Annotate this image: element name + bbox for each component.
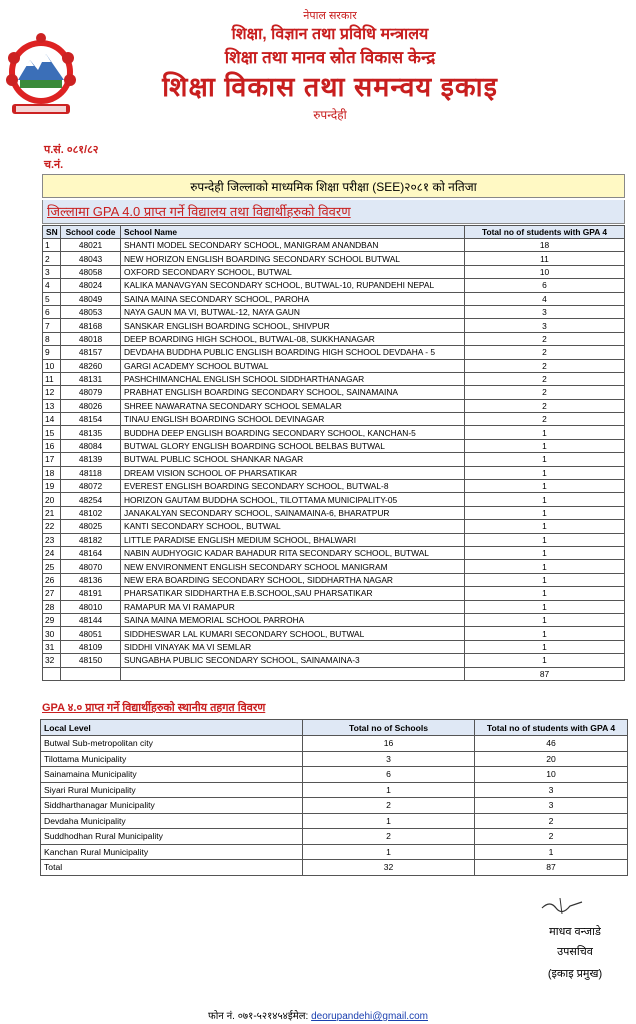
schools-count-cell: 2: [303, 798, 475, 814]
school-name-cell: EVEREST ENGLISH BOARDING SECONDARY SCHOOL, BUTWAL-8: [121, 480, 465, 493]
school-code-cell: 48139: [61, 453, 121, 466]
school-name-cell: SUNGABHA PUBLIC SECONDARY SCHOOL, SAINAMAINA-3: [121, 654, 465, 667]
table-row: [43, 265, 625, 278]
sn-cell: 17: [43, 453, 61, 466]
school-code-cell: 48070: [61, 560, 121, 573]
total-row: [43, 667, 625, 680]
school-name-cell: NAYA GAUN MA VI, BUTWAL-12, NAYA GAUN: [121, 305, 465, 318]
gpa4-count-cell: 1: [465, 439, 625, 452]
sn-cell: 29: [43, 613, 61, 626]
table-row: [43, 292, 625, 305]
school-code-cell: 48150: [61, 654, 121, 667]
students-count-cell: 2: [475, 813, 628, 829]
local-level-cell: Total: [41, 860, 303, 876]
sn-cell: 11: [43, 372, 61, 385]
local-level-table: [40, 719, 628, 876]
table-row: [43, 560, 625, 573]
gpa4-count-cell: 1: [465, 466, 625, 479]
gpa4-count-cell: 2: [465, 359, 625, 372]
local-level-cell: Butwal Sub-metropolitan city: [41, 736, 303, 752]
school-name-cell: GARGI ACADEMY SCHOOL BUTWAL: [121, 359, 465, 372]
table-row: [41, 751, 628, 767]
table-row: [43, 239, 625, 252]
table-row: [43, 372, 625, 385]
school-code-cell: 48164: [61, 546, 121, 559]
table-row: [43, 359, 625, 372]
table-header-row: [43, 226, 625, 239]
school-code-cell: 48154: [61, 413, 121, 426]
local-section-title: GPA ४.० प्राप्त गर्ने विद्यार्थीहरुको स्थानीय तहगत विवरण: [42, 702, 266, 714]
schools-section-title: जिल्लामा GPA 4.0 प्राप्त गर्ने विद्यालय तथा विद्यार्थीहरुको विवरण: [42, 200, 625, 224]
school-code-cell: 48021: [61, 239, 121, 252]
students-count-cell: 3: [475, 798, 628, 814]
table-row: [43, 480, 625, 493]
schools-table: [42, 225, 625, 681]
gpa4-count-cell: 1: [465, 573, 625, 586]
table-header-row: [41, 720, 628, 736]
students-count-cell: 46: [475, 736, 628, 752]
school-code-cell: 48024: [61, 279, 121, 292]
gpa4-count-cell: 3: [465, 305, 625, 318]
col-school-name: School Name: [121, 226, 465, 239]
school-code-cell: 48168: [61, 319, 121, 332]
school-name-cell: SANSKAR ENGLISH BOARDING SCHOOL, SHIVPUR: [121, 319, 465, 332]
table-row: [43, 305, 625, 318]
table-row: [41, 813, 628, 829]
center-title: शिक्षा तथा मानव स्रोत विकास केन्द्र: [224, 48, 436, 67]
school-name-cell: OXFORD SECONDARY SCHOOL, BUTWAL: [121, 265, 465, 278]
table-row: [43, 426, 625, 439]
school-code-cell: 48182: [61, 533, 121, 546]
table-row: [41, 798, 628, 814]
sn-cell: 24: [43, 546, 61, 559]
sn-cell: 9: [43, 346, 61, 359]
table-row: [43, 546, 625, 559]
table-row: [43, 506, 625, 519]
table-row: [41, 844, 628, 860]
table-row: [43, 587, 625, 600]
school-code-cell: 48084: [61, 439, 121, 452]
gpa4-count-cell: 1: [465, 613, 625, 626]
school-name-cell: DREAM VISION SCHOOL OF PHARSATIKAR: [121, 466, 465, 479]
government-label: नेपाल सरकार: [303, 10, 357, 22]
school-name-cell: KALIKA MANAVGYAN SECONDARY SCHOOL, BUTWAL-10, RUPANDEHI NEPAL: [121, 279, 465, 292]
school-code-cell: 48072: [61, 480, 121, 493]
school-name-cell: DEEP BOARDING HIGH SCHOOL, BUTWAL-08, SUKKHANAGAR: [121, 332, 465, 345]
col-sn: SN: [43, 226, 61, 239]
signatory-name: माधव वन्जाडे: [549, 926, 601, 938]
local-level-cell: Siyari Rural Municipality: [41, 782, 303, 798]
gpa4-count-cell: 1: [465, 600, 625, 613]
gpa4-count-cell: 2: [465, 413, 625, 426]
school-code-cell: 48079: [61, 386, 121, 399]
signature-mark: [540, 896, 584, 916]
school-name-cell: RAMAPUR MA VI RAMAPUR: [121, 600, 465, 613]
students-count-cell: 3: [475, 782, 628, 798]
nepal-emblem-logo: [4, 28, 78, 120]
school-code-cell: 48260: [61, 359, 121, 372]
schools-count-cell: 1: [303, 844, 475, 860]
sn-cell: 6: [43, 305, 61, 318]
school-name-cell: SIDDHESWAR LAL KUMARI SECONDARY SCHOOL, BUTWAL: [121, 627, 465, 640]
school-name-cell: SIDDHI VINAYAK MA VI SEMLAR: [121, 640, 465, 653]
gpa4-count-cell: 1: [465, 560, 625, 573]
empty-cell: [43, 667, 61, 680]
schools-count-cell: 16: [303, 736, 475, 752]
sn-cell: 16: [43, 439, 61, 452]
col-total-students: Total no of students with GPA 4: [475, 720, 628, 736]
footer-phone: फोन नं. ०७१-५२१४५४ईमेल:: [208, 1011, 312, 1022]
sn-cell: 18: [43, 466, 61, 479]
gpa4-count-cell: 1: [465, 506, 625, 519]
gpa4-count-cell: 2: [465, 332, 625, 345]
local-level-cell: Tilottama Municipality: [41, 751, 303, 767]
district-name: रुपन्देही: [313, 108, 347, 122]
school-code-cell: 48131: [61, 372, 121, 385]
table-row: [43, 493, 625, 506]
school-code-cell: 48025: [61, 520, 121, 533]
school-code-cell: 48118: [61, 466, 121, 479]
sn-cell: 10: [43, 359, 61, 372]
sn-cell: 30: [43, 627, 61, 640]
gpa4-count-cell: 4: [465, 292, 625, 305]
table-row: [43, 346, 625, 359]
schools-count-cell: 1: [303, 782, 475, 798]
table-row: [43, 654, 625, 667]
gpa4-count-cell: 1: [465, 480, 625, 493]
col-local-level: Local Level: [41, 720, 303, 736]
table-row: [43, 453, 625, 466]
table-row: [43, 627, 625, 640]
empty-cell: [121, 667, 465, 680]
result-title: रुपन्देही जिल्लाको माध्यमिक शिक्षा परीक्षा (SEE)२०८१ को नतिजा: [42, 174, 625, 198]
gpa4-count-cell: 2: [465, 346, 625, 359]
sn-cell: 20: [43, 493, 61, 506]
school-name-cell: BUDDHA DEEP ENGLISH BOARDING SECONDARY SCHOOL, KANCHAN-5: [121, 426, 465, 439]
table-row: [41, 829, 628, 845]
school-name-cell: SHREE NAWARATNA SECONDARY SCHOOL SEMALAR: [121, 399, 465, 412]
school-name-cell: PRABHAT ENGLISH BOARDING SECONDARY SCHOOL, SAINAMAINA: [121, 386, 465, 399]
school-code-cell: 48010: [61, 600, 121, 613]
students-count-cell: 20: [475, 751, 628, 767]
table-row: [43, 319, 625, 332]
sn-cell: 21: [43, 506, 61, 519]
empty-cell: [61, 667, 121, 680]
gpa4-count-cell: 1: [465, 453, 625, 466]
gpa4-count-cell: 2: [465, 386, 625, 399]
table-row: [41, 767, 628, 783]
school-code-cell: 48026: [61, 399, 121, 412]
table-row: [43, 600, 625, 613]
gpa4-count-cell: 1: [465, 627, 625, 640]
sn-cell: 25: [43, 560, 61, 573]
students-count-cell: 1: [475, 844, 628, 860]
school-name-cell: PASHCHIMANCHAL ENGLISH SCHOOL SIDDHARTHANAGAR: [121, 372, 465, 385]
table-row: [41, 736, 628, 752]
schools-count-cell: 1: [303, 813, 475, 829]
table-row: [43, 413, 625, 426]
school-name-cell: NABIN AUDHYOGIC KADAR BAHADUR RITA SECONDARY SCHOOL, BUTWAL: [121, 546, 465, 559]
local-level-cell: Suddhodhan Rural Municipality: [41, 829, 303, 845]
school-code-cell: 48018: [61, 332, 121, 345]
sn-cell: 3: [43, 265, 61, 278]
school-name-cell: NEW ENVIRONMENT ENGLISH SECONDARY SCHOOL MANIGRAM: [121, 560, 465, 573]
gpa4-count-cell: 1: [465, 520, 625, 533]
sn-cell: 13: [43, 399, 61, 412]
table-row: [43, 399, 625, 412]
school-name-cell: BUTWAL PUBLIC SCHOOL SHANKAR NAGAR: [121, 453, 465, 466]
reference-number: प.सं. ०८१/८२: [44, 144, 99, 156]
schools-count-cell: 3: [303, 751, 475, 767]
gpa4-count-cell: 1: [465, 426, 625, 439]
sn-cell: 7: [43, 319, 61, 332]
sn-cell: 28: [43, 600, 61, 613]
col-school-code: School code: [61, 226, 121, 239]
gpa4-count-cell: 18: [465, 239, 625, 252]
school-name-cell: BUTWAL GLORY ENGLISH BOARDING SCHOOL BELBAS BUTWAL: [121, 439, 465, 452]
dispatch-number: च.नं.: [44, 159, 64, 171]
gpa4-count-cell: 1: [465, 493, 625, 506]
school-name-cell: SAINA MAINA MEMORIAL SCHOOL PARROHA: [121, 613, 465, 626]
school-code-cell: 48136: [61, 573, 121, 586]
gpa4-count-cell: 1: [465, 546, 625, 559]
school-code-cell: 48109: [61, 640, 121, 653]
table-row: [41, 782, 628, 798]
table-row: [43, 640, 625, 653]
col-total-schools: Total no of Schools: [303, 720, 475, 736]
unit-title: शिक्षा विकास तथा समन्वय इकाइ: [162, 72, 498, 102]
school-code-cell: 48144: [61, 613, 121, 626]
gpa4-count-cell: 1: [465, 533, 625, 546]
school-code-cell: 48157: [61, 346, 121, 359]
school-code-cell: 48051: [61, 627, 121, 640]
gpa4-count-cell: 3: [465, 319, 625, 332]
gpa4-count-cell: 10: [465, 265, 625, 278]
school-name-cell: NEW HORIZON ENGLISH BOARDING SECONDARY SCHOOL BUTWAL: [121, 252, 465, 265]
sn-cell: 27: [43, 587, 61, 600]
sn-cell: 22: [43, 520, 61, 533]
grand-total-cell: 87: [465, 667, 625, 680]
table-row: [43, 252, 625, 265]
school-name-cell: NEW ERA BOARDING SECONDARY SCHOOL, SIDDHARTHA NAGAR: [121, 573, 465, 586]
table-row: [43, 520, 625, 533]
footer-contact: [0, 1008, 636, 1022]
sn-cell: 15: [43, 426, 61, 439]
sn-cell: 23: [43, 533, 61, 546]
gpa4-count-cell: 1: [465, 654, 625, 667]
gpa4-count-cell: 11: [465, 252, 625, 265]
school-name-cell: PHARSATIKAR SIDDHARTHA E.B.SCHOOL,SAU PHARSATIKAR: [121, 587, 465, 600]
sn-cell: 14: [43, 413, 61, 426]
table-row: [43, 466, 625, 479]
school-code-cell: 48058: [61, 265, 121, 278]
table-row: [43, 613, 625, 626]
school-name-cell: KANTI SECONDARY SCHOOL, BUTWAL: [121, 520, 465, 533]
signatory-role: (इकाइ प्रमुख): [547, 968, 603, 980]
students-count-cell: 87: [475, 860, 628, 876]
table-row: [43, 439, 625, 452]
col-total-gpa4: Total no of students with GPA 4: [465, 226, 625, 239]
sn-cell: 8: [43, 332, 61, 345]
ministry-title: शिक्षा, विज्ञान तथा प्रविधि मन्त्रालय: [231, 26, 429, 43]
school-name-cell: LITTLE PARADISE ENGLISH MEDIUM SCHOOL, BHALWARI: [121, 533, 465, 546]
table-row: [43, 573, 625, 586]
sn-cell: 32: [43, 654, 61, 667]
total-row: [41, 860, 628, 876]
gpa4-count-cell: 6: [465, 279, 625, 292]
footer-email-link[interactable]: deorupandehi@gmail.com: [311, 1011, 428, 1022]
school-code-cell: 48043: [61, 252, 121, 265]
school-name-cell: SAINA MAINA SECONDARY SCHOOL, PAROHA: [121, 292, 465, 305]
school-code-cell: 48135: [61, 426, 121, 439]
table-row: [43, 279, 625, 292]
school-name-cell: JANAKALYAN SECONDARY SCHOOL, SAINAMAINA-6, BHARATPUR: [121, 506, 465, 519]
table-row: [43, 332, 625, 345]
school-code-cell: 48053: [61, 305, 121, 318]
local-level-cell: Kanchan Rural Municipality: [41, 844, 303, 860]
gpa4-count-cell: 2: [465, 372, 625, 385]
sn-cell: 19: [43, 480, 61, 493]
local-level-cell: Sainamaina Municipality: [41, 767, 303, 783]
schools-count-cell: 6: [303, 767, 475, 783]
school-name-cell: HORIZON GAUTAM BUDDHA SCHOOL, TILOTTAMA MUNICIPALITY-05: [121, 493, 465, 506]
sn-cell: 5: [43, 292, 61, 305]
schools-count-cell: 2: [303, 829, 475, 845]
gpa4-count-cell: 1: [465, 587, 625, 600]
school-name-cell: SHANTI MODEL SECONDARY SCHOOL, MANIGRAM ANANDBAN: [121, 239, 465, 252]
sn-cell: 2: [43, 252, 61, 265]
gpa4-count-cell: 1: [465, 640, 625, 653]
school-code-cell: 48254: [61, 493, 121, 506]
table-row: [43, 386, 625, 399]
table-row: [43, 533, 625, 546]
students-count-cell: 2: [475, 829, 628, 845]
school-code-cell: 48191: [61, 587, 121, 600]
local-level-cell: Devdaha Municipality: [41, 813, 303, 829]
gpa4-count-cell: 2: [465, 399, 625, 412]
students-count-cell: 10: [475, 767, 628, 783]
sn-cell: 4: [43, 279, 61, 292]
signatory-title: उपसचिव: [557, 946, 593, 958]
school-name-cell: DEVDAHA BUDDHA PUBLIC ENGLISH BOARDING HIGH SCHOOL DEVDAHA - 5: [121, 346, 465, 359]
school-code-cell: 48049: [61, 292, 121, 305]
sn-cell: 12: [43, 386, 61, 399]
school-name-cell: TINAU ENGLISH BOARDING SCHOOL DEVINAGAR: [121, 413, 465, 426]
local-level-cell: Siddharthanagar Municipality: [41, 798, 303, 814]
sn-cell: 31: [43, 640, 61, 653]
school-code-cell: 48102: [61, 506, 121, 519]
sn-cell: 26: [43, 573, 61, 586]
sn-cell: 1: [43, 239, 61, 252]
schools-count-cell: 32: [303, 860, 475, 876]
